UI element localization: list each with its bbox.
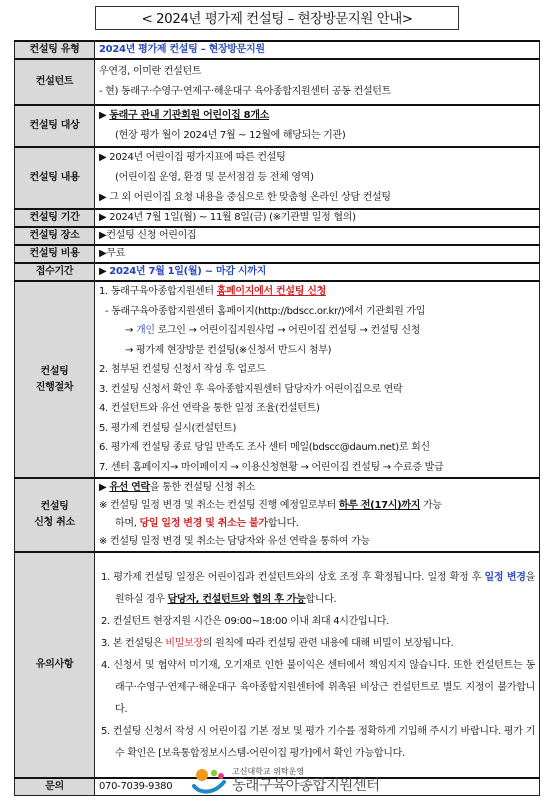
cost-value: ▶무료 [95, 245, 540, 263]
row-change [15, 478, 540, 552]
note-2: 2. 컨설턴트 현장지원 시간은 09:00~18:00 이내 최대 4시간입니다. [101, 616, 389, 627]
step-1-highlight: 홈페이지에서 컨설팅 신청 [216, 286, 326, 297]
target-sub: (현장 평가 월이 2024년 7월 ~ 12월에 해당되는 기관) [115, 130, 346, 141]
row-head: 접수기간 [15, 263, 95, 281]
row-head: 컨설팅 내용 [15, 147, 95, 209]
row-deadline [15, 263, 540, 281]
footer-logo [190, 766, 390, 796]
content-line-3: ▶ 그 외 어린이집 요청 내용을 중심으로 한 맞춤형 온라인 상담 컨설팅 [99, 192, 391, 203]
note-5: 5. 컨설팅 신청서 작성 시 어린이집 기본 정보 및 평가 기수를 정확하게 기입해 주시기 바랍니다. 평가 기수 확인은 [보육통합정보시스템-어린이집 평가]에서 확인 가능합니다. [101, 726, 535, 759]
step-1-attach: → 평가제 현장방문 컨설팅(※신청서 반드시 첨부) [125, 344, 332, 356]
target-main: 동래구 관내 기관회원 어린이집 8개소 [109, 110, 270, 121]
note-4: 4. 신청서 및 협약서 미기재, 오기재로 인한 불이익은 센터에서 책임지지 않습니다. 또한 컨설턴트는 동래구·수영구·연제구·해운대구 육아종합지원센터에 위촉된 비상근 컨설턴트로 별도 지정이 불가합니다. [101, 660, 535, 715]
bullet-icon: ▶ [99, 110, 110, 121]
arrow-icon: → [125, 325, 136, 336]
step-1-detail: - 동래구육아종합지원센터 홈페이지(http://bdscc.or.kr/)에서 기관회원 가입 [105, 305, 426, 317]
row-head: 컨설팅 [40, 365, 69, 377]
contact-value: 070-7039-9380 [95, 778, 540, 796]
consultant-names: 우연경, 이미란 컨설턴트 [99, 66, 202, 77]
row-type [15, 41, 540, 59]
note-1-change: 일정 변경 [484, 572, 526, 583]
step-6: 6. 평가제 컨설팅 종료 당일 만족도 조사 센터 메일(bdscc@daum.net)로 회신 [99, 442, 430, 453]
step-3: 3. 컨설팅 신청서 확인 후 육아종합지원센터 담당자가 어린이집으로 연락 [99, 383, 403, 395]
info-table [14, 40, 540, 796]
note-3: 3. 본 컨설팅은 [101, 638, 166, 649]
step-2: 2. 첨부된 컨설팅 신청서 작성 후 업로드 [99, 364, 266, 375]
row-consultant [15, 59, 540, 105]
step-7: 7. 센터 홈페이지→ 마이페이지 → 이용신청현황 → 어린이집 컨설팅 → 수료증 발급 [99, 461, 444, 473]
bullet-icon: ▶ [99, 482, 110, 493]
footer-center-name: 동래구육아종합지원센터 [232, 778, 380, 794]
period-value: ▶ 2024년 7월 1일(월) ~ 11월 8일(금) (※기관별 일정 협의) [95, 209, 540, 227]
content-line-1: ▶ 2024년 어린이집 평가지표에 따른 컨설팅 [99, 152, 286, 163]
footer-sub: 고신대학교 위탁운영 [232, 767, 305, 776]
step-1-login: 개인 [135, 325, 155, 336]
row-head: 신청 취소 [34, 517, 75, 528]
note-1-consult: 담당자, 컨설턴트와 협의 후 가능 [167, 594, 306, 605]
change-sameday: 당일 일정 변경 및 취소는 불가 [139, 518, 268, 529]
row-content [15, 147, 540, 209]
consultant-affiliation: - 현) 동래구·수영구·연제구·해운대구 육아종합지원센터 공동 컨설턴트 [99, 86, 392, 97]
note-1-mid: 을 원하실 경우 [115, 572, 536, 605]
row-target [15, 105, 540, 147]
row-head: 컨설팅 대상 [15, 105, 95, 147]
row-head: 컨설팅 장소 [15, 227, 95, 245]
step-1-path: 로그인 → 어린이집지원사업 → 어린이집 컨설팅 → 컨설팅 신청 [154, 325, 421, 336]
change-and: 하며, [115, 518, 140, 529]
row-head: 컨설팅 유형 [15, 41, 95, 59]
deadline-value: 2024년 7월 1일(월) ~ 마감 시까지 [109, 266, 266, 277]
type-value: 2024년 평가제 컨설팅 – 현장방문지원 [95, 41, 540, 59]
sun-child-logo-icon [190, 766, 228, 796]
row-head: 컨설턴트 [15, 59, 95, 105]
change-phone: 유선 연락 [109, 482, 150, 493]
step-1: 1. 동래구육아종합지원센터 [99, 286, 217, 297]
change-rest: 을 통한 컨설팅 신청 취소 [149, 482, 256, 493]
row-head: 컨설팅 기간 [15, 209, 95, 227]
note-1-end: 합니다. [305, 594, 337, 605]
change-end: 합니다. [267, 518, 299, 529]
row-head: 진행절차 [35, 381, 74, 393]
row-period [15, 209, 540, 227]
row-notes [15, 552, 540, 778]
row-procedure [15, 281, 540, 478]
row-cost [15, 245, 540, 263]
change-deadline: 하루 전(17시)까지 [338, 500, 421, 511]
row-place [15, 227, 540, 245]
change-note-2: ※ 컨설팅 일정 변경 및 취소는 담당자와 유선 연락을 통하여 가능 [99, 536, 370, 547]
row-head: 유의사항 [15, 552, 95, 778]
change-possible: 가능 [420, 500, 442, 511]
row-head: 컨설팅 [40, 501, 69, 512]
bullet-icon: ▶ [99, 266, 110, 277]
content-line-2: (어린이집 운영, 환경 및 문서점검 등 전체 영역) [115, 172, 314, 183]
page-title: < 2024년 평가제 컨설팅 – 현장방문지원 안내> [95, 6, 459, 30]
step-5: 5. 평가제 컨설팅 실시(컨설턴트) [99, 422, 237, 434]
change-note: ※ 컨설팅 일정 변경 및 취소는 컨설팅 진행 예정일로부터 [99, 500, 339, 511]
note-3-rest: 의 원칙에 따라 컨설팅 관련 내용에 대해 비밀이 보장됩니다. [202, 638, 454, 649]
note-1: 1. 평가제 컨설팅 일정은 어린이집과 컨설턴트와의 상호 조정 후 확정됩니다. 일정 확정 후 [101, 572, 485, 583]
step-4: 4. 컨설턴트와 유선 연락을 통한 일정 조율(컨설턴트) [99, 403, 320, 414]
row-head: 문의 [15, 778, 95, 796]
note-3-secret: 비밀보장 [165, 638, 203, 649]
row-head: 컨설팅 비용 [15, 245, 95, 263]
place-value: ▶컨설팅 신청 어린이집 [95, 227, 540, 245]
